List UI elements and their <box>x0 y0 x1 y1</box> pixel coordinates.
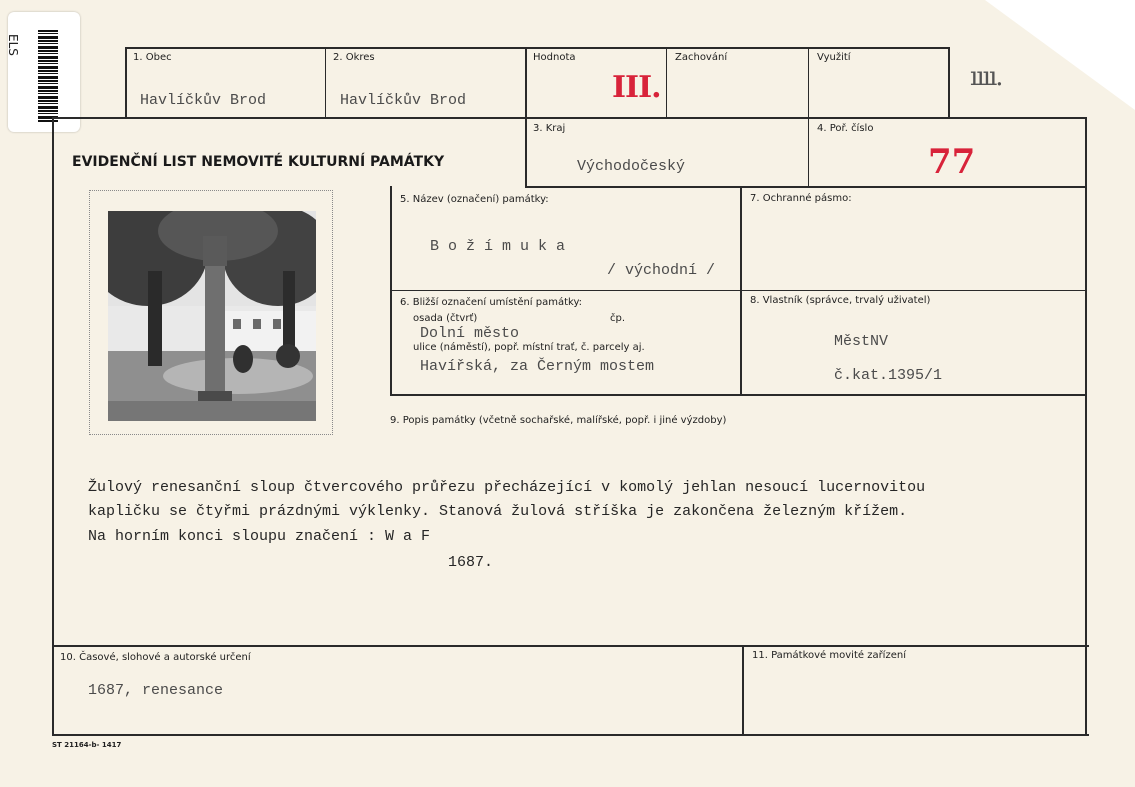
popis-label: 9. Popis památky (včetně sochařské, malířské, popř. i jiné výzdoby) <box>390 415 727 426</box>
nazev-label: 5. Název (označení) památky: <box>400 194 549 205</box>
rule <box>52 117 1087 119</box>
rule <box>52 734 1089 736</box>
ulice-value: Havířská, za Černým mostem <box>420 358 655 375</box>
rule <box>125 47 127 119</box>
rule <box>52 117 54 736</box>
print-code: ST 21164-b- 1417 <box>52 741 122 749</box>
rule <box>390 290 1087 291</box>
ulice-label: ulice (náměstí), popř. místní trať, č. parcely aj. <box>413 342 645 353</box>
kraj-value: Východočeský <box>577 158 686 175</box>
hodnota-value: III. <box>612 70 661 105</box>
por-cislo-value: 77 <box>928 142 976 182</box>
vlastnik-line2: č.kat.1395/1 <box>834 367 943 384</box>
nazev-line2: / východní / <box>607 262 716 279</box>
rule <box>740 186 742 396</box>
document-title: EVIDENČNÍ LIST NEMOVITÉ KULTURNÍ PAMÁTKY <box>72 154 445 170</box>
popis-line2: kapličku se čtyřmi prázdnými výklenky. Stanová žulová stříška je zakončena železným křížem. <box>88 503 908 520</box>
rule <box>948 47 950 119</box>
osada-value: Dolní město <box>420 325 520 342</box>
cp-label: čp. <box>610 313 626 324</box>
popis-line4: 1687. <box>448 554 494 571</box>
rule <box>125 47 949 49</box>
monument-photo <box>108 211 316 421</box>
obec-value: Havlíčkův Brod <box>140 92 267 109</box>
okres-label: 2. Okres <box>333 52 375 63</box>
rule <box>808 47 809 188</box>
ochranne-pasmo-label: 7. Ochranné pásmo: <box>750 193 852 204</box>
barcode-text: ELS <box>6 34 20 56</box>
urceni-value: 1687, renesance <box>88 682 224 699</box>
rule <box>525 47 527 188</box>
por-cislo-label: 4. Poř. číslo <box>817 123 874 134</box>
nazev-line1: B o ž í m u k a <box>430 238 566 255</box>
barcode-sticker <box>8 12 80 132</box>
handwritten-mark-icon: ıııı. <box>970 62 1002 92</box>
rule <box>1085 117 1087 734</box>
rule <box>666 47 667 119</box>
rule <box>52 645 1089 647</box>
okres-value: Havlíčkův Brod <box>340 92 467 109</box>
urceni-label: 10. Časové, slohové a autorské určení <box>60 652 251 663</box>
rule <box>390 186 392 396</box>
vlastnik-label: 8. Vlastník (správce, trvalý uživatel) <box>750 295 931 306</box>
popis-line3: Na horním konci sloupu značení : W a F <box>88 528 431 545</box>
rule <box>390 394 1087 396</box>
vyuziti-label: Využití <box>817 52 851 63</box>
rule <box>525 186 1087 188</box>
zarizeni-label: 11. Památkové movité zařízení <box>752 650 906 661</box>
page-corner <box>985 0 1135 110</box>
vlastnik-line1: MěstNV <box>834 333 889 350</box>
umisteni-label: 6. Bližší označení umístění památky: <box>400 297 583 308</box>
popis-line1: Žulový renesanční sloup čtvercového průřezu přecházející v komolý jehlan nesoucí lucernovitou <box>88 479 926 496</box>
barcode-icon <box>38 30 58 122</box>
hodnota-label: Hodnota <box>533 52 576 63</box>
zachovani-label: Zachování <box>675 52 728 63</box>
kraj-label: 3. Kraj <box>533 123 566 134</box>
rule <box>325 47 326 119</box>
osada-label: osada (čtvrť) <box>413 313 478 324</box>
photo-frame <box>89 190 333 435</box>
obec-label: 1. Obec <box>133 52 172 63</box>
rule <box>742 645 744 735</box>
